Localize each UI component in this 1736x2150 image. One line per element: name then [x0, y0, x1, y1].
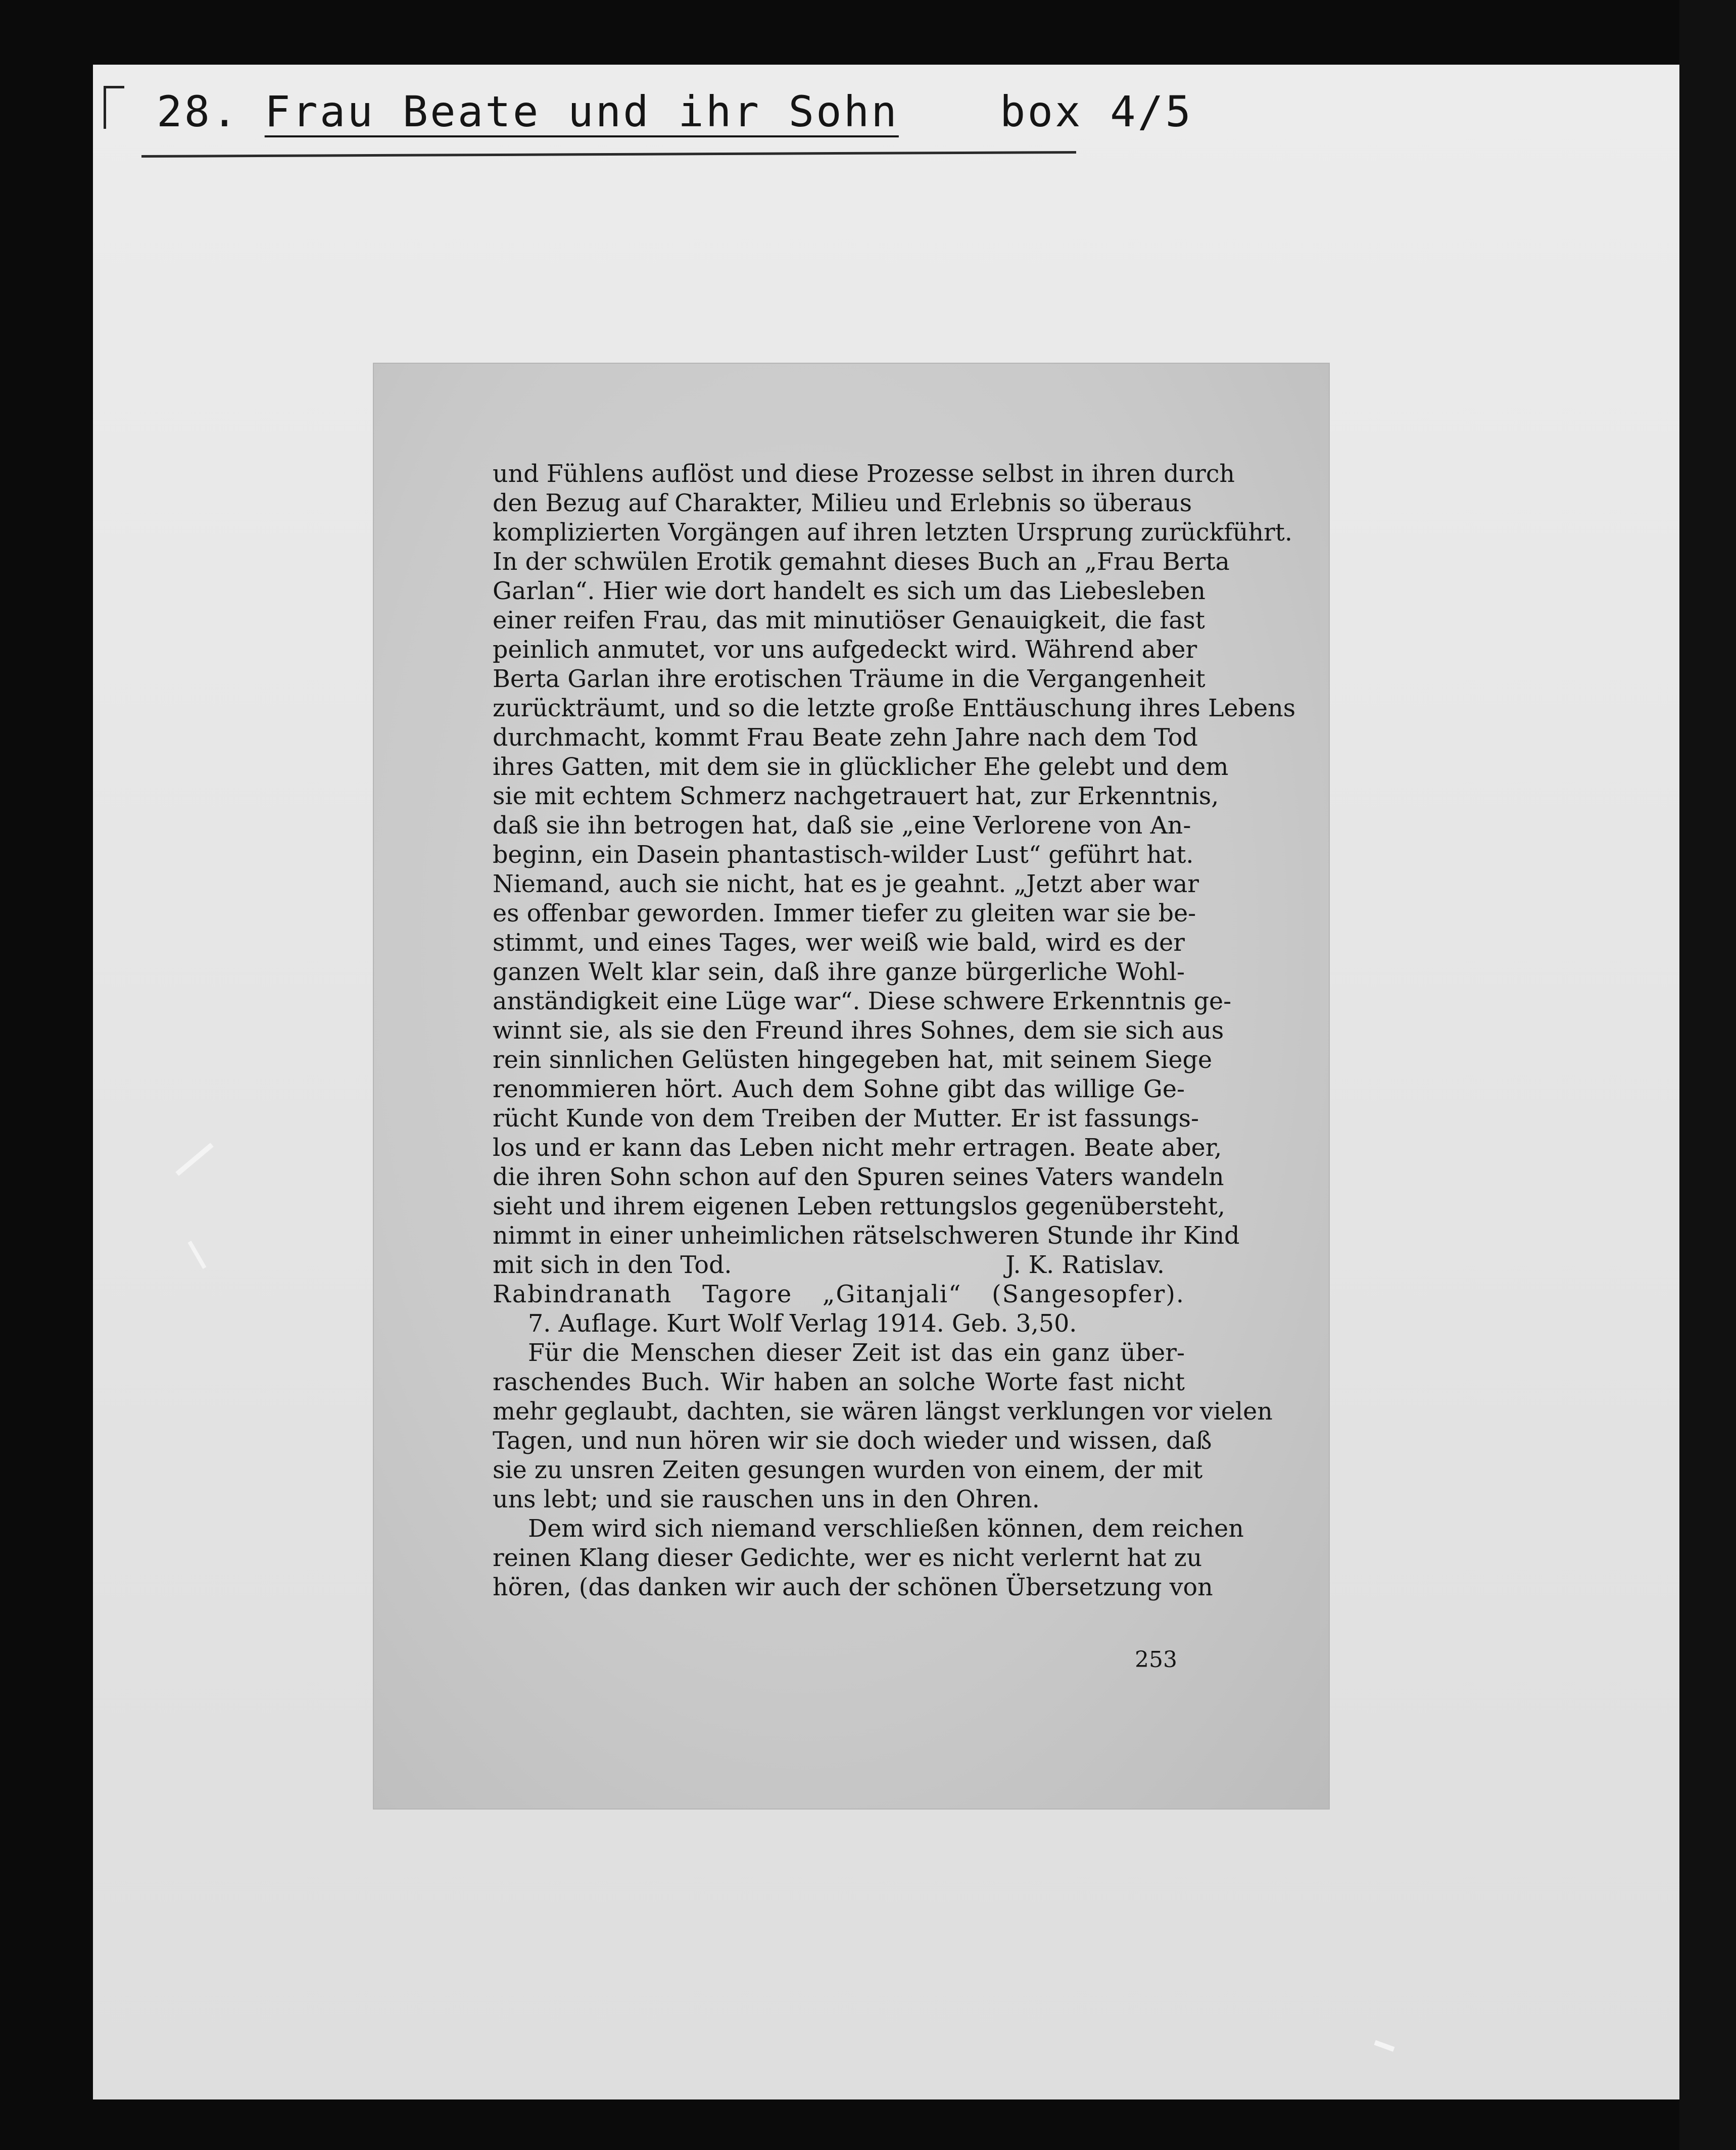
- text-line: hören, (das danken wir auch der schönen Übersetzung von: [493, 1574, 1213, 1601]
- corner-bracket-mark: [104, 86, 124, 129]
- page-number: 253: [1135, 1647, 1177, 1673]
- signature-row: [493, 1251, 1185, 1280]
- text-line: ihres Gatten, mit dem sie in glücklicher Ehe gelebt und dem: [493, 753, 1229, 781]
- text-line: rücht Kunde von dem Treiben der Mutter. Er ist fassungs-: [493, 1105, 1199, 1133]
- text-line: sie mit echtem Schmerz nachgetrauert hat, zur Erkenntnis,: [493, 783, 1219, 810]
- text-line: raschendes Buch. Wir haben an solche Worte fast nicht: [493, 1369, 1185, 1396]
- text-line: los und er kann das Leben nicht mehr ertragen. Beate aber,: [493, 1134, 1222, 1162]
- text-line: es offenbar geworden. Immer tiefer zu gleiten war sie be-: [493, 900, 1196, 927]
- text-line: zurückträumt, und so die letzte große Enttäuschung ihres Lebens: [493, 695, 1296, 722]
- text-line: durchmacht, kommt Frau Beate zehn Jahre nach dem Tod: [493, 724, 1198, 752]
- card-header: [157, 87, 1193, 136]
- text-line: komplizierten Vorgängen auf ihren letzten Ursprung zurückführt.: [493, 519, 1292, 547]
- text-line: den Bezug auf Charakter, Milieu und Erlebnis so überaus: [493, 490, 1192, 517]
- closing-line: mit sich in den Tod.: [493, 1251, 732, 1279]
- text-line: uns lebt; und sie rauschen uns in den Ohren.: [493, 1486, 1040, 1513]
- text-line: und Fühlens auflöst und diese Prozesse selbst in ihren durch: [493, 460, 1235, 488]
- text-line: Für die Menschen dieser Zeit ist das ein ganz über-: [528, 1339, 1185, 1367]
- text-line: beginn, ein Dasein phantastisch-wilder Lust“ geführt hat.: [493, 841, 1194, 869]
- clipping-text: [493, 460, 1296, 1602]
- text-line: sieht und ihrem eigenen Leben rettungslos gegenübersteht,: [493, 1193, 1225, 1220]
- text-line: winnt sie, als sie den Freund ihres Sohnes, dem sie sich aus: [493, 1017, 1224, 1045]
- item-number: 28.: [157, 87, 239, 136]
- text-line: peinlich anmutet, vor uns aufgedeckt wird. Während aber: [493, 636, 1197, 664]
- text-line: daß sie ihn betrogen hat, daß sie „eine Verlorene von An-: [493, 812, 1191, 840]
- text-line: Niemand, auch sie nicht, hat es je geahnt. „Jetzt aber war: [493, 870, 1199, 898]
- item-title: Frau Beate und ihr Sohn: [264, 87, 899, 136]
- text-line: sie zu unsren Zeiten gesungen wurden von einem, der mit: [493, 1456, 1203, 1484]
- text-line: reinen Klang dieser Gedichte, wer es nicht verlernt hat zu: [493, 1544, 1202, 1572]
- text-line: renommieren hört. Auch dem Sohne gibt das willige Ge-: [493, 1076, 1185, 1103]
- text-line: ganzen Welt klar sein, daß ihre ganze bürgerliche Wohl-: [493, 958, 1185, 986]
- scan-border-strip: [1679, 0, 1736, 2150]
- text-line: rein sinnlichen Gelüsten hingegeben hat, mit seinem Siege: [493, 1046, 1213, 1074]
- text-line: nimmt in einer unheimlichen rätselschweren Stunde ihr Kind: [493, 1222, 1240, 1250]
- newspaper-clipping: [374, 364, 1329, 1809]
- text-line: stimmt, und eines Tages, wer weiß wie bald, wird es der: [493, 929, 1185, 957]
- text-line: Garlan“. Hier wie dort handelt es sich um das Liebesleben: [493, 577, 1205, 605]
- text-line: In der schwülen Erotik gemahnt dieses Buch an „Frau Berta: [493, 548, 1230, 576]
- author-signature: J. K. Ratislav.: [1005, 1251, 1165, 1279]
- text-line: die ihren Sohn schon auf den Spuren seines Vaters wandeln: [493, 1163, 1224, 1191]
- text-line: Dem wird sich niemand verschließen können, dem reichen: [528, 1515, 1244, 1543]
- text-line: Tagen, und nun hören wir sie doch wieder und wissen, daß: [493, 1427, 1212, 1455]
- text-line: mehr geglaubt, dachten, sie wären längst verklungen vor vielen: [493, 1398, 1273, 1426]
- book-title: Rabindranath Tagore „Gitanjali“ (Sangesopfer).: [493, 1281, 1185, 1308]
- text-line: Berta Garlan ihre erotischen Träume in die Vergangenheit: [493, 665, 1205, 693]
- text-line: einer reifen Frau, das mit minutiöser Genauigkeit, die fast: [493, 607, 1205, 634]
- box-label: box 4/5: [999, 87, 1193, 136]
- text-line: anständigkeit eine Lüge war“. Diese schwere Erkenntnis ge-: [493, 988, 1232, 1015]
- book-info: 7. Auflage. Kurt Wolf Verlag 1914. Geb. 3,50.: [528, 1310, 1077, 1338]
